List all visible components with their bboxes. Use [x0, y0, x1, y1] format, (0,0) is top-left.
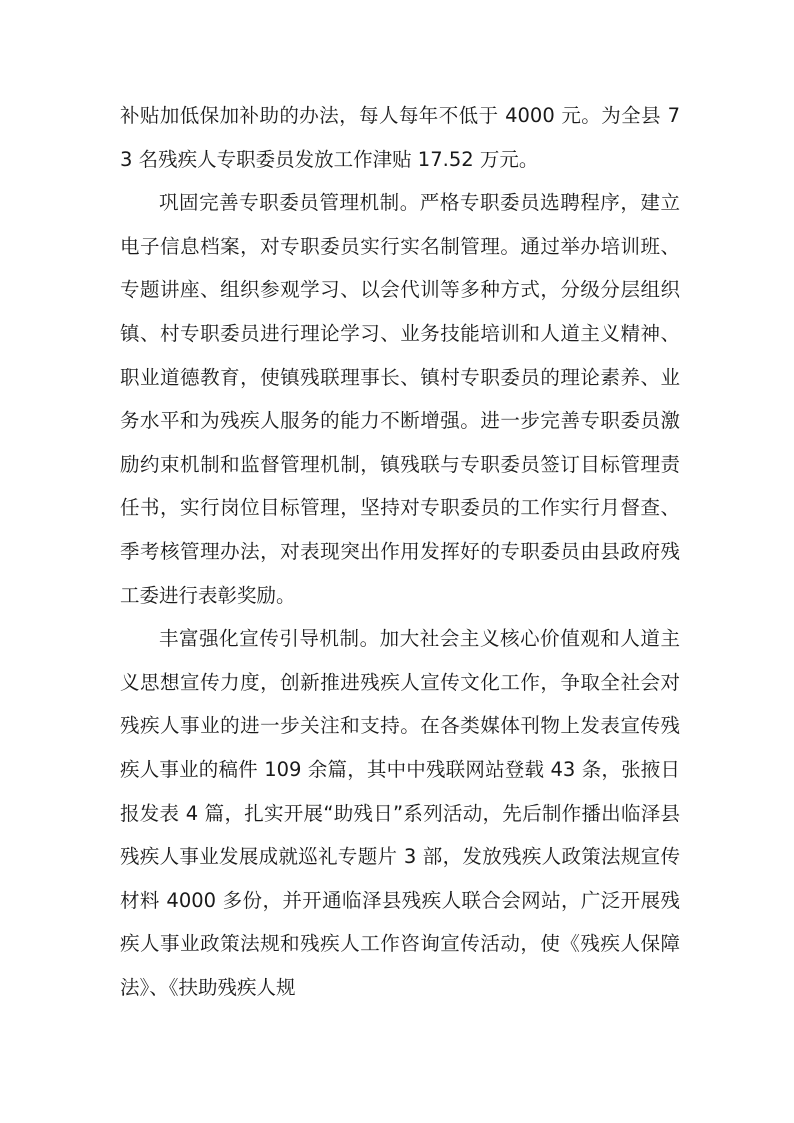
paragraph-publicity-mechanism: 丰富强化宣传引导机制。加大社会主义核心价值观和人道主义思想宣传力度，创新推进残疾人宣传文化工作，争取全社会对残疾人事业的进一步关注和支持。在各类媒体刊物上发表宣传残疾人事业的稿件 109 余篇，其中中残联网站登载 43 条，张掖日报发表 4 篇，扎实开展“助残日”系列活动，先后制作播出临泽县残疾人事业发展成就巡礼专题片 3 部，发放残疾人政策法规宣传材料 4000 多份，并开通临泽县残疾人联合会网站，广泛开展残疾人事业政策法规和残疾人工作咨询宣传活动，使《残疾人保障法》、《扶助残疾人规	[120, 627, 680, 999]
paragraph-allowance: 补贴加低保加补助的办法，每人每年不低于 4000 元。为全县 73 名残疾人专职委员发放工作津贴 17.52 万元。	[120, 104, 680, 171]
paragraph-management-mechanism: 巩固完善专职委员管理机制。严格专职委员选聘程序，建立电子信息档案，对专职委员实行实名制管理。通过举办培训班、专题讲座、组织参观学习、以会代训等多种方式，分级分层组织镇、村专职委员进行理论学习、业务技能培训和人道主义精神、职业道德教育，使镇残联理事长、镇村专职委员的理论素养、业务水平和为残疾人服务的能力不断增强。进一步完善专职委员激励约束机制和监督管理机制，镇残联与专职委员签订目标管理责任书，实行岗位目标管理，坚持对专职委员的工作实行月督查、季考核管理办法，对表现突出作用发挥好的专职委员由县政府残工委进行表彰奖励。	[120, 191, 680, 607]
body-text	[120, 94, 680, 1009]
